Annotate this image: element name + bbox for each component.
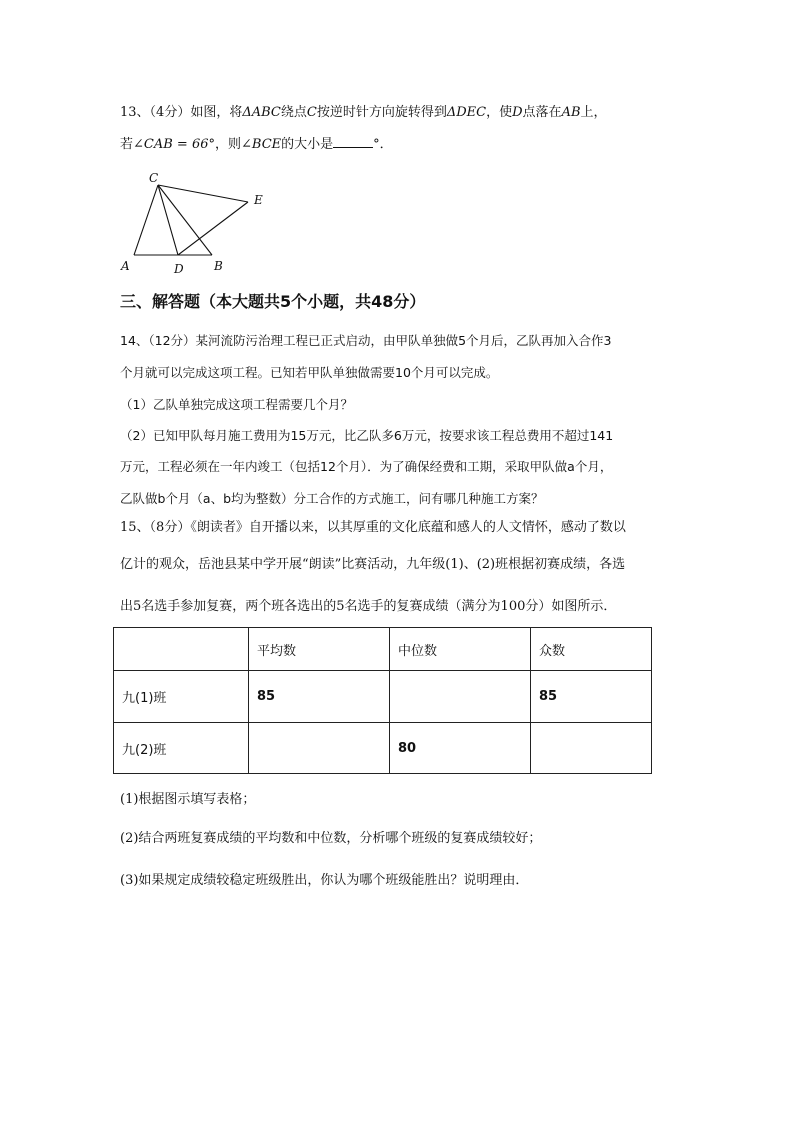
table-header-cell: 平均数 [249, 628, 390, 671]
q15-line-3: 出5名选手参加复赛，两个班各选出的5名选手的复赛成绩（满分为100分）如图所示． [120, 599, 617, 614]
section-heading: 三、解答题（本大题共5个小题，共48分） [120, 292, 426, 311]
q14-part-2-line-3: 乙队做b个月（a、b均为整数）分工合作的方式施工，问有哪几种施工方案？ [120, 491, 544, 506]
table-cell-mean[interactable] [249, 723, 390, 774]
table-cell-mode[interactable] [531, 723, 652, 774]
table-cell-median[interactable] [390, 671, 531, 723]
score-table [113, 627, 652, 774]
label-a: A [121, 259, 130, 273]
table-cell-class: 九(1)班 [114, 671, 249, 723]
triangle-dec: ΔDEC [446, 105, 487, 120]
angle-cab: ∠CAB = 66° [133, 137, 215, 152]
q14-line-1: 14、（12分）某河流防污治理工程已正式启动，由甲队单独做5个月后，乙队再加入合作3 [120, 333, 612, 348]
angle-bce: ∠BCE [241, 137, 282, 152]
q15-sub-2: (2)结合两班复赛成绩的平均数和中位数，分析哪个班级的复赛成绩较好； [120, 831, 542, 846]
q15-sub-3: (3)如果规定成绩较稳定班级胜出，你认为哪个班级能胜出？说明理由． [120, 873, 529, 888]
segment-ca-line [134, 185, 158, 255]
q15-sub-1: (1)根据图示填写表格； [120, 792, 256, 807]
q13-text: 按逆时针方向旋转得到 [316, 105, 447, 120]
q14-part-2-line-2: 万元，工程必须在一年内竣工（包括12个月）．为了确保经费和工期，采取甲队做a个月， [120, 459, 613, 474]
segment-cd-line [158, 185, 178, 255]
q13-line-2 [120, 135, 393, 154]
label-b: B [214, 259, 223, 273]
segment-de-line [178, 202, 248, 255]
table-row [114, 723, 652, 774]
q14-line-2: 个月就可以完成这项工程。已知若甲队单独做需要10个月可以完成。 [120, 365, 499, 380]
label-d: D [174, 262, 184, 276]
q13-text: 13、（4分）如图，将 [120, 105, 243, 120]
segment-ab: AB [561, 105, 581, 120]
q13-text: ，则 [215, 137, 242, 152]
q13-text: ，使 [486, 105, 513, 120]
segment-cb-line [158, 185, 212, 255]
point-d: D [512, 105, 523, 120]
label-c: C [149, 171, 159, 185]
q15-line-2: 亿计的观众，岳池县某中学开展“朗读”比赛活动，九年级(1)、(2)班根据初赛成绩，各选 [120, 557, 626, 572]
point-c: C [306, 105, 317, 120]
table-header-cell [114, 628, 249, 671]
q14-part-2-line-1: （2）已知甲队每月施工费用为15万元，比乙队多6万元，按要求该工程总费用不超过141 [120, 428, 614, 443]
q13-text: 绕点 [280, 105, 307, 120]
table-header-row [114, 628, 652, 671]
answer-blank[interactable] [333, 135, 373, 148]
table-cell-mean[interactable]: 85 [249, 671, 390, 723]
q15-line-1: 15、（8分）《朗读者》自开播以来，以其厚重的文化底蕴和感人的人文情怀，感动了数以 [120, 520, 626, 535]
table-cell-class: 九(2)班 [114, 723, 249, 774]
label-e: E [254, 193, 263, 207]
table-cell-median[interactable]: 80 [390, 723, 531, 774]
table-row [114, 671, 652, 723]
table-cell-mode[interactable]: 85 [531, 671, 652, 723]
q13-text: 若 [120, 137, 134, 152]
segment-ce-line [158, 185, 248, 202]
triangle-rotation-figure [112, 166, 282, 281]
q14-part-1: （1）乙队单独完成这项工程需要几个月？ [120, 397, 353, 412]
q13-text: 上， [580, 105, 607, 120]
triangle-abc: ΔABC [242, 105, 281, 120]
table-header-cell: 众数 [531, 628, 652, 671]
q13-text: 点落在 [522, 105, 562, 120]
q13-line-1 [120, 104, 607, 122]
q13-text: 的大小是 [281, 137, 334, 152]
table-header-cell: 中位数 [390, 628, 531, 671]
q13-text: °． [373, 137, 393, 152]
